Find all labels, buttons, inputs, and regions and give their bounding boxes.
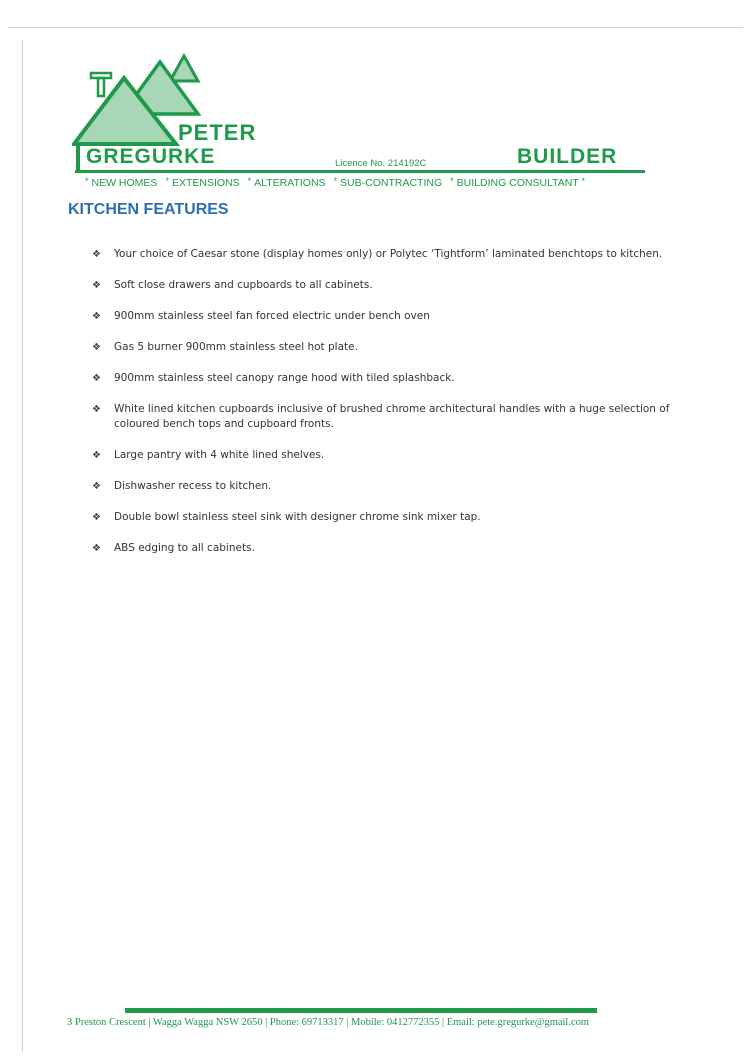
scan-edge-top [8,27,743,28]
diamond-bullet-icon: ❖ [92,342,101,353]
trade-title: BUILDER [517,145,618,168]
footer-contact: 3 Preston Crescent | Wagga Wagga NSW 2650 | Phone: 69713317 | Mobile: 0412772355 | Email: pete.gregurke@gmail.com [67,1017,590,1028]
diamond-bullet-icon: ❖ [92,481,101,492]
footer-rule [125,1008,597,1013]
diamond-bullet-icon: ❖ [92,450,101,461]
diamond-bullet-icon: ❖ [92,249,101,260]
diamond-bullet-icon: ❖ [92,404,101,415]
diamond-bullet-icon: ❖ [92,373,101,384]
service-item: * EXTENSIONS [165,176,240,189]
company-surname: GREGURKE [86,145,216,168]
scan-edge-left [22,40,23,1052]
diamond-bullet-icon: ❖ [92,543,101,554]
service-item: * NEW HOMES [85,176,158,189]
licence-number: Licence No. 214192C [335,158,427,169]
service-item: * SUB-CONTRACTING [333,176,443,189]
diamond-bullet-icon: ❖ [92,311,101,322]
company-first-name: PETER [178,120,257,145]
diamond-bullet-icon: ❖ [92,280,101,291]
service-item: * ALTERATIONS [247,176,326,189]
diamond-bullet-icon: ❖ [92,512,101,523]
service-item: * BUILDING CONSULTANT * [450,176,586,189]
services-list [85,177,645,189]
page-title: KITCHEN FEATURES [68,201,229,218]
header-rule [75,170,645,173]
